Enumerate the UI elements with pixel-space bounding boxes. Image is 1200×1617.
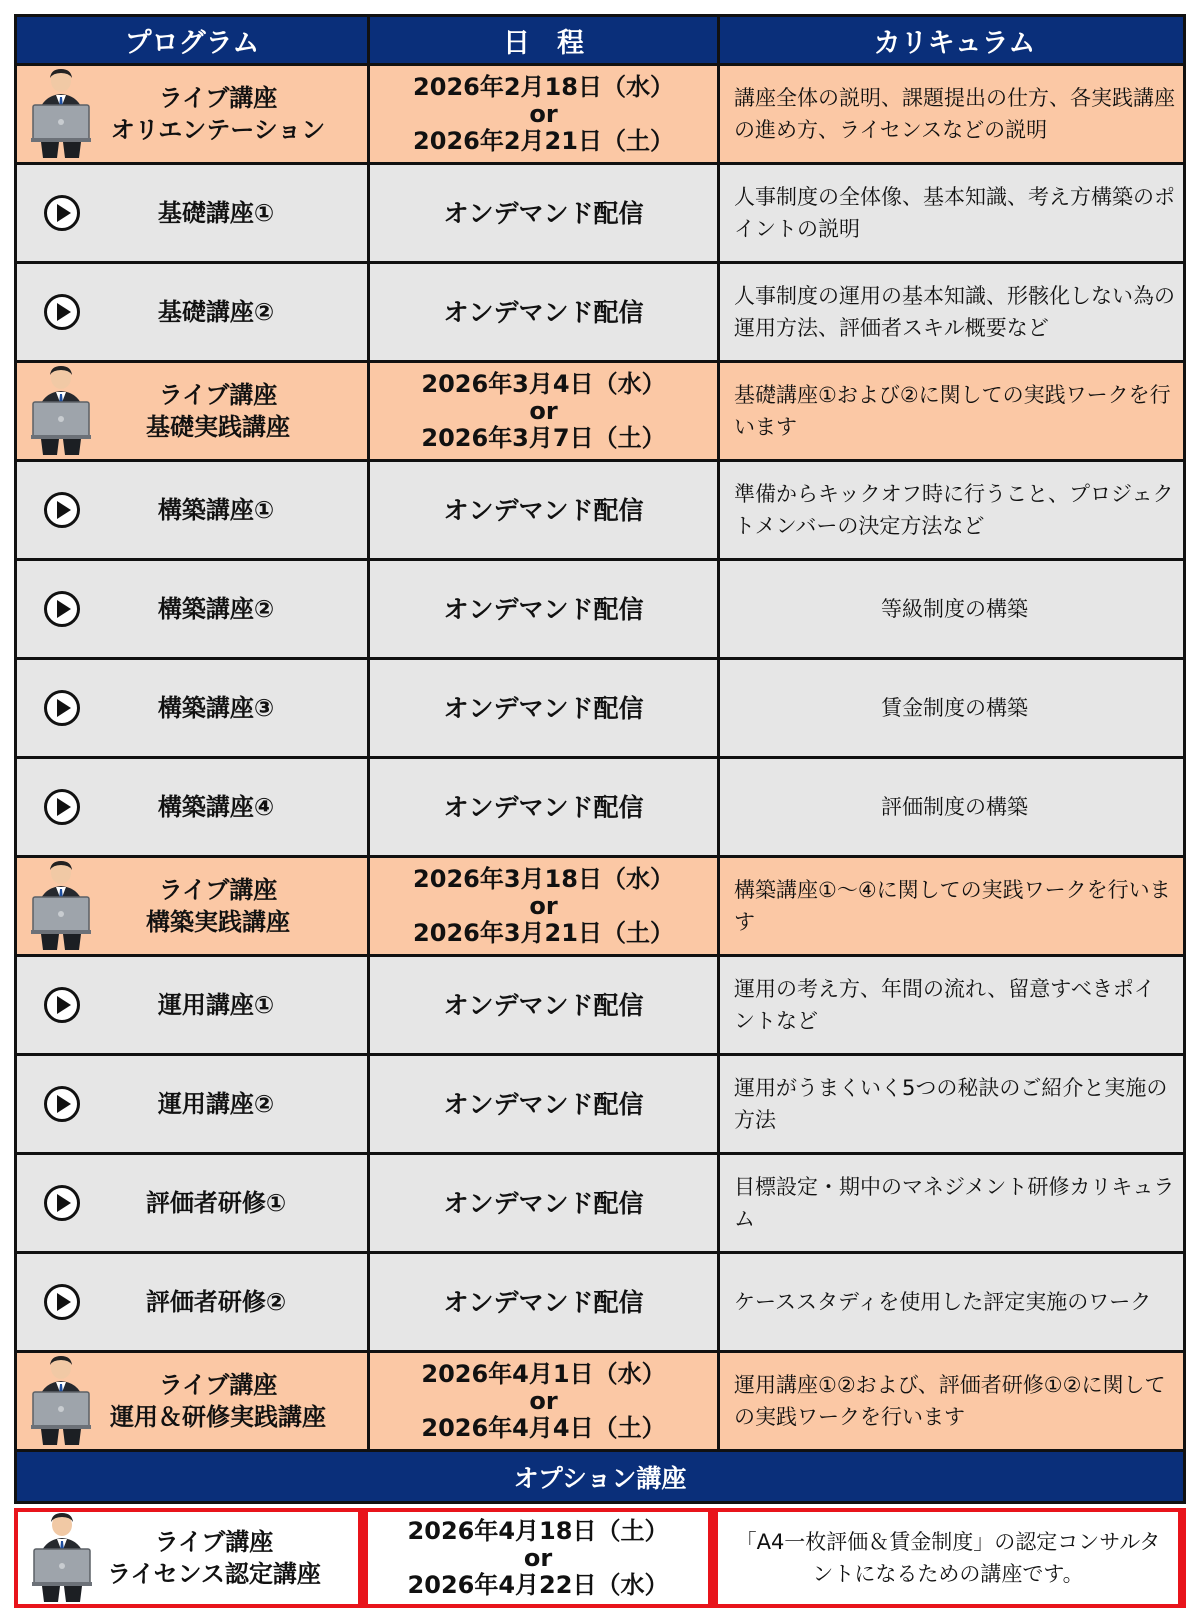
date-first: 2026年3月4日（水） bbox=[421, 369, 666, 398]
program-line: ライブ講座 bbox=[154, 1528, 274, 1556]
program-cell bbox=[17, 759, 367, 855]
program-cell bbox=[17, 1353, 367, 1449]
curriculum-cell: 運用がうまくいく5つの秘訣のご紹介と実施の方法 bbox=[717, 1056, 1189, 1152]
live-lecture-row bbox=[14, 363, 1186, 462]
program-title: 運用講座② bbox=[157, 1090, 275, 1118]
date-or: or bbox=[529, 396, 558, 425]
curriculum-cell: 準備からキックオフ時に行うこと、プロジェクトメンバーの決定方法など bbox=[717, 462, 1189, 558]
curriculum-cell: 運用講座①②および、評価者研修①②に関しての実践ワークを行います bbox=[717, 1353, 1189, 1449]
date-first: 2026年2月18日（水） bbox=[413, 72, 674, 101]
play-circle-icon bbox=[43, 1283, 81, 1321]
date-first: 2026年4月18日（土） bbox=[407, 1516, 669, 1545]
program-title: 構築講座① bbox=[157, 496, 275, 524]
option-header: オプション講座 bbox=[14, 1452, 1186, 1504]
program-title: 基礎講座① bbox=[157, 199, 275, 227]
live-lecture-row bbox=[14, 66, 1186, 165]
header-curriculum: カリキュラム bbox=[717, 17, 1189, 63]
presenter-laptop-icon bbox=[29, 365, 93, 457]
date-or: or bbox=[529, 99, 558, 128]
curriculum-cell: 人事制度の運用の基本知識、形骸化しない為の運用方法、評価者スキル概要など bbox=[717, 264, 1189, 360]
program-line: ライブ講座 bbox=[158, 1371, 278, 1399]
header-program: プログラム bbox=[124, 27, 260, 59]
program-cell bbox=[17, 66, 367, 162]
play-circle-icon bbox=[43, 590, 81, 628]
curriculum-cell: ケーススタディを使用した評定実施のワーク bbox=[717, 1254, 1189, 1350]
date-second: 2026年2月21日（土） bbox=[413, 126, 674, 155]
play-circle-icon bbox=[43, 1085, 81, 1123]
curriculum-cell: 講座全体の説明、課題提出の仕方、各実践講座の進め方、ライセンスなどの説明 bbox=[717, 66, 1189, 162]
schedule-cell bbox=[367, 561, 717, 657]
curriculum-cell: 目標設定・期中のマネジメント研修カリキュラム bbox=[717, 1155, 1189, 1251]
schedule-cell bbox=[367, 1353, 717, 1449]
ondemand-label: オンデマンド配信 bbox=[443, 297, 644, 327]
ondemand-lecture-row bbox=[14, 561, 1186, 660]
play-circle-icon bbox=[43, 491, 81, 529]
presenter-laptop-icon bbox=[29, 68, 93, 160]
ondemand-lecture-row bbox=[14, 1056, 1186, 1155]
date-or: or bbox=[529, 1386, 558, 1415]
program-title: 評価者研修② bbox=[145, 1288, 287, 1316]
program-title bbox=[146, 874, 290, 938]
program-title: 評価者研修① bbox=[145, 1189, 287, 1217]
ondemand-lecture-row bbox=[14, 759, 1186, 858]
play-circle-icon bbox=[43, 293, 81, 331]
program-line: ライセンス認定講座 bbox=[107, 1560, 321, 1588]
schedule-cell bbox=[367, 759, 717, 855]
ondemand-lecture-row bbox=[14, 165, 1186, 264]
program-cell bbox=[17, 858, 367, 954]
program-line: 運用＆研修実践講座 bbox=[110, 1403, 326, 1431]
curriculum-cell: 基礎講座①および②に関しての実践ワークを行います bbox=[717, 363, 1189, 459]
table-header bbox=[14, 14, 1186, 66]
program-cell bbox=[17, 264, 367, 360]
play-circle-icon bbox=[43, 194, 81, 232]
schedule-cell bbox=[367, 363, 717, 459]
program-line: 構築実践講座 bbox=[146, 908, 290, 936]
schedule-cell bbox=[367, 858, 717, 954]
program-cell bbox=[17, 660, 367, 756]
program-cell bbox=[17, 462, 367, 558]
ondemand-label: オンデマンド配信 bbox=[443, 792, 644, 822]
ondemand-label: オンデマンド配信 bbox=[443, 990, 644, 1020]
date-first: 2026年3月18日（水） bbox=[413, 864, 674, 893]
program-title: 運用講座① bbox=[157, 991, 275, 1019]
ondemand-lecture-row bbox=[14, 957, 1186, 1056]
program-title bbox=[107, 1526, 321, 1590]
schedule-cell bbox=[367, 660, 717, 756]
play-circle-icon bbox=[43, 788, 81, 826]
curriculum-cell: 運用の考え方、年間の流れ、留意すべきポイントなど bbox=[717, 957, 1189, 1053]
date-second: 2026年3月21日（土） bbox=[413, 918, 674, 947]
program-cell bbox=[17, 1254, 367, 1350]
ondemand-label: オンデマンド配信 bbox=[443, 693, 644, 723]
play-circle-icon bbox=[43, 1184, 81, 1222]
program-title bbox=[111, 82, 326, 146]
ondemand-label: オンデマンド配信 bbox=[443, 1287, 644, 1317]
curriculum-cell: 賃金制度の構築 bbox=[717, 660, 1189, 756]
program-line: ライブ講座 bbox=[158, 876, 278, 904]
live-lecture-row bbox=[14, 1353, 1186, 1452]
header-schedule: 日 程 bbox=[367, 17, 717, 63]
ondemand-lecture-row bbox=[14, 264, 1186, 363]
curriculum-cell: 評価制度の構築 bbox=[717, 759, 1189, 855]
schedule-cell bbox=[367, 1155, 717, 1251]
date-second: 2026年3月7日（土） bbox=[421, 423, 666, 452]
curriculum-cell: 構築講座①～④に関しての実践ワークを行います bbox=[717, 858, 1189, 954]
ondemand-lecture-row bbox=[14, 660, 1186, 759]
schedule-cell bbox=[368, 1512, 708, 1604]
program-cell bbox=[17, 363, 367, 459]
program-line: オリエンテーション bbox=[110, 116, 326, 144]
date-first: 2026年4月1日（水） bbox=[421, 1359, 666, 1388]
option-row bbox=[14, 1508, 1186, 1608]
program-title: 構築講座④ bbox=[157, 793, 275, 821]
date-or: or bbox=[529, 891, 558, 920]
ondemand-lecture-row bbox=[14, 1254, 1186, 1353]
ondemand-label: オンデマンド配信 bbox=[443, 495, 644, 525]
live-lecture-row bbox=[14, 858, 1186, 957]
program-line: ライブ講座 bbox=[158, 84, 278, 112]
program-title: 構築講座③ bbox=[157, 694, 275, 722]
ondemand-label: オンデマンド配信 bbox=[443, 594, 644, 624]
schedule-cell bbox=[367, 957, 717, 1053]
program-title: 基礎講座② bbox=[157, 298, 275, 326]
presenter-laptop-icon bbox=[29, 1355, 93, 1447]
program-table bbox=[14, 14, 1186, 1608]
curriculum-cell: 「A4一枚評価＆賃金制度」の認定コンサルタントになるための講座です。 bbox=[718, 1512, 1178, 1604]
presenter-laptop-icon bbox=[29, 860, 93, 952]
program-cell bbox=[17, 165, 367, 261]
schedule-cell bbox=[367, 1254, 717, 1350]
program-line: ライブ講座 bbox=[158, 381, 278, 409]
ondemand-label: オンデマンド配信 bbox=[443, 1089, 644, 1119]
table-body bbox=[14, 66, 1186, 1452]
program-cell bbox=[17, 1155, 367, 1251]
ondemand-label: オンデマンド配信 bbox=[443, 1188, 644, 1218]
program-line: 基礎実践講座 bbox=[146, 413, 290, 441]
program-title: 構築講座② bbox=[157, 595, 275, 623]
date-second: 2026年4月4日（土） bbox=[421, 1413, 666, 1442]
schedule-cell bbox=[367, 1056, 717, 1152]
schedule-cell bbox=[367, 165, 717, 261]
schedule-cell bbox=[367, 462, 717, 558]
ondemand-label: オンデマンド配信 bbox=[443, 198, 644, 228]
ondemand-lecture-row bbox=[14, 462, 1186, 561]
program-title bbox=[110, 1369, 326, 1433]
curriculum-cell: 等級制度の構築 bbox=[717, 561, 1189, 657]
curriculum-cell: 人事制度の全体像、基本知識、考え方構築のポイントの説明 bbox=[717, 165, 1189, 261]
program-cell bbox=[17, 561, 367, 657]
date-or: or bbox=[523, 1543, 553, 1572]
program-cell bbox=[17, 1056, 367, 1152]
date-second: 2026年4月22日（水） bbox=[407, 1570, 669, 1599]
schedule-cell bbox=[367, 66, 717, 162]
program-cell bbox=[17, 957, 367, 1053]
play-circle-icon bbox=[43, 689, 81, 727]
program-title bbox=[146, 379, 290, 443]
schedule-cell bbox=[367, 264, 717, 360]
play-circle-icon bbox=[43, 986, 81, 1024]
program-cell bbox=[18, 1512, 358, 1604]
ondemand-lecture-row bbox=[14, 1155, 1186, 1254]
presenter-laptop-icon bbox=[30, 1512, 94, 1604]
